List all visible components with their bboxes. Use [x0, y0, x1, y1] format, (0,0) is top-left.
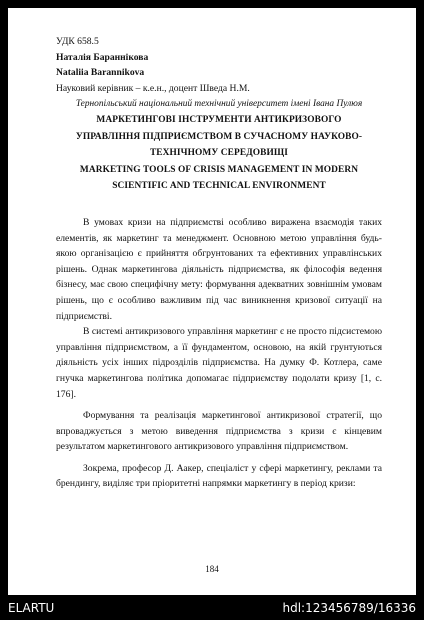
- paragraph: В системі антикризового управління маркетинг є не просто підсистемою управління підприємством, а її фундаментом, основою, на якій грунтуються діяльність усіх інших підрозділів підприємства. На думку Ф. Котлера, саме гнучка маркетингова політика допомагає підприємству подолати кризу [1, с. 176].: [56, 326, 382, 400]
- udc-code: УДК 658.5: [56, 36, 99, 47]
- repository-name: ELARTU: [8, 601, 55, 615]
- title-en-line: MARKETING TOOLS OF CRISIS MANAGEMENT IN MODERN: [79, 164, 359, 175]
- handle-identifier: hdl:123456789/16336: [282, 601, 416, 615]
- title-en: [56, 162, 382, 195]
- page-number: 184: [205, 564, 219, 574]
- title-en-line: SCIENTIFIC AND TECHNICAL ENVIRONMENT: [112, 181, 326, 192]
- title-ua-line: ТЕХНІЧНОМУ СЕРЕДОВИЩІ: [149, 148, 289, 159]
- affiliation: Тернопільський національний технічний університет імені Івана Пулюя: [75, 99, 363, 109]
- author-name-ua: Наталія Бараннікова: [56, 51, 149, 63]
- paragraph: Зокрема, професор Д. Аакер, спеціаліст у сфері маркетингу, реклами та брендингу, виділяє три пріоритетні напрямки маркетингу в період кризи:: [56, 462, 382, 490]
- body-text: [56, 215, 382, 492]
- repository-footer: [0, 596, 424, 620]
- supervisor-line: Науковий керівник – к.е.н., доцент Шведа Н.М.: [56, 82, 250, 94]
- author-name-en: Nataliia Barannikova: [56, 67, 145, 78]
- document-page: [8, 8, 416, 595]
- paragraph: Формування та реалізація маркетингової антикризової стратегії, що впроваджується з метою виведення підприємства з кризи є кінцевим результатом маркетингового антикризового управління підприємством.: [56, 410, 382, 453]
- title-ua-line: УПРАВЛІННЯ ПІДПРИЄМСТВОМ В СУЧАСНОМУ НАУКОВО-: [75, 131, 363, 142]
- title-ua: [56, 112, 382, 162]
- paragraph: В умовах кризи на підприємстві особливо виражена взаємодія таких елементів, як маркетинг та менеджмент. Основною метою управління будь-якою організацією є прийняття обгрунтованих та ефективних управлінських рішень. Однак маркетингова діяльність підприємства, як філософія ведення бізнесу, має свою специфічну мету: формування адекватних зовнішнім умовам рішень, що є особливо важливим під час виникнення кризової ситуації на підприємстві.: [56, 216, 382, 322]
- title-ua-line: МАРКЕТИНГОВІ ІНСТРУМЕНТИ АНТИКРИЗОВОГО: [96, 115, 342, 125]
